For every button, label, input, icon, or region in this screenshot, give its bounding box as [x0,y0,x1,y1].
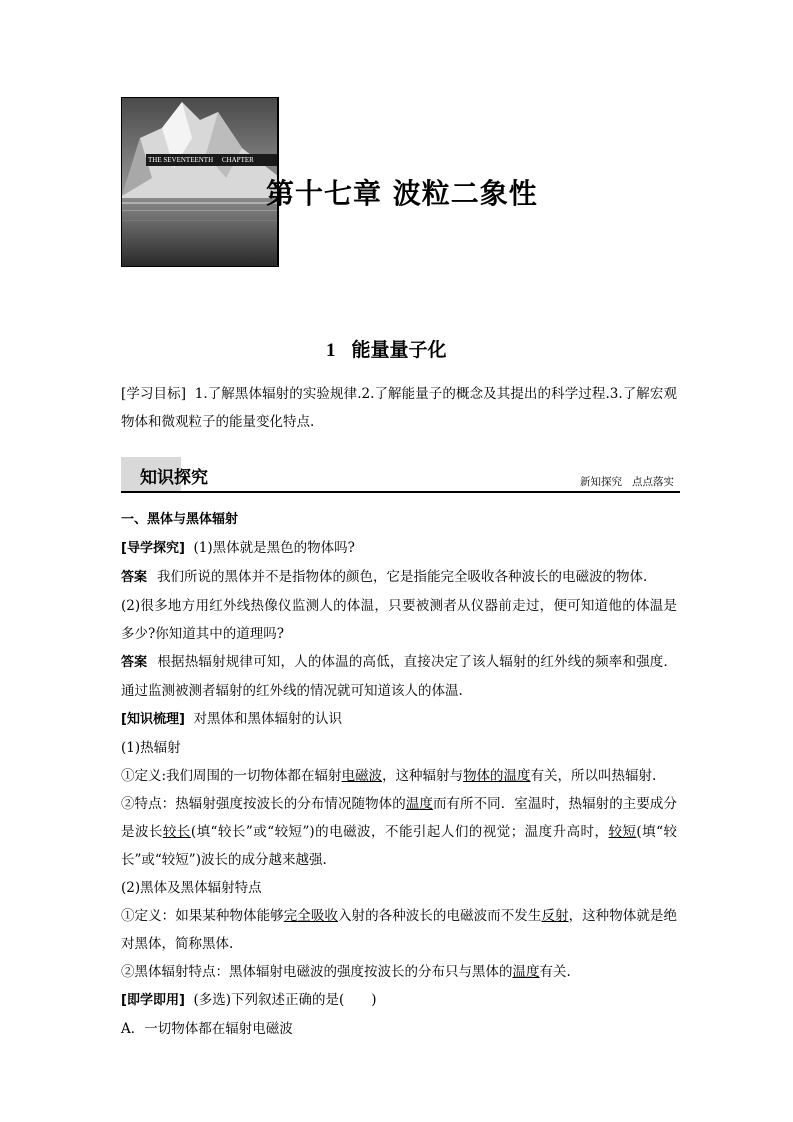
section-number: 1 [326,340,336,361]
chapter-title: 第十七章 波粒二象性 [266,177,538,210]
cover-caption: THE SEVENTEENTH CHAPTER [146,154,278,166]
answer-1: 答案 我们所说的黑体并不是指物体的颜色，它是指能完全吸收各种波长的电磁波的物体. [121,569,648,585]
banner-right [580,474,674,489]
point-1b: ②特点：热辐射强度按波长的分布情况随物体的温度而有所不同．室温时，热辐射的主要成分是波长较长(填“较长”或“较短”)的电磁波，不能引起人们的视觉；温度升高时，较短(填“较长”或“较短”)波长的成分越来越强. [121,796,677,868]
question-3: [即学即用] (多选)下列叙述正确的是( ) [121,992,377,1008]
question-2: (2)很多地方用红外线热像仪监测人的体温，只要被测者从仪器前走过，便可知道他的体温是多少?你知道其中的道理吗? [121,598,677,642]
banner-right-a: 新知探究 [580,476,622,488]
question-1: [导学探究] (1)黑体就是黑色的物体吗? [121,540,355,556]
banner-right-b: 点点落实 [632,476,674,488]
heading-blackbody: 一、黑体与黑体辐射 [121,512,239,527]
banner-label: 知识探究 [140,468,208,488]
section-name: 能量量子化 [351,339,447,361]
iceberg-illustration [122,98,278,266]
point-2-title: (2)黑体及黑体辐射特点 [121,880,262,896]
answer-2: 答案 根据热辐射规律可知，人的体温的高低，直接决定了该人辐射的红外线的频率和强度．通过监测被测者辐射的红外线的情况就可知道该人的体温. [121,654,677,699]
point-1a: ①定义:我们周围的一切物体都在辐射电磁波，这种辐射与物体的温度有关，所以叫热辐射. [121,768,657,784]
goals-text: 1.了解黑体辐射的实验规律.2.了解能量子的概念及其提出的科学过程.3.了解宏观物体和微观粒子的能量变化特点. [121,386,677,430]
knowledge-sort: [知识梳理] 对黑体和黑体辐射的认识 [121,711,342,727]
goals-label: [学习目标] [121,386,186,402]
option-a: A．一切物体都在辐射电磁波 [121,1021,293,1037]
section-title [326,335,447,362]
point-2b: ②黑体辐射特点：黑体辐射电磁波的强度按波长的分布只与黑体的温度有关. [121,964,571,980]
point-2a: ①定义：如果某种物体能够完全吸收入射的各种波长的电磁波而不发生反射，这种物体就是绝对黑体，简称黑体. [121,908,677,952]
banner-rule [121,491,680,493]
learning-goals [121,380,677,436]
body-content [121,506,677,1043]
point-1-title: (1)热辐射 [121,740,181,756]
chapter-cover-image [121,97,279,267]
